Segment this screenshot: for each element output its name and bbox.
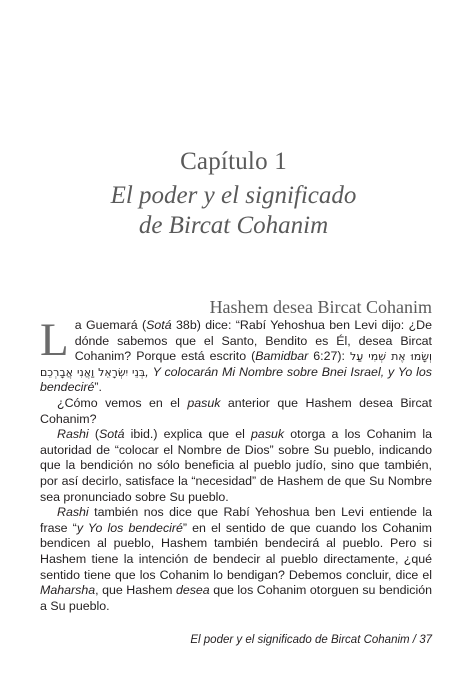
p3-text-e: pasuk xyxy=(251,427,285,442)
p2-text-a: ¿Cómo vemos en el xyxy=(57,395,188,410)
p4-text-h: que los Cohanim otorguen su bendición a Su pueblo. xyxy=(40,583,432,613)
chapter-title-line-2: de Bircat Cohanim xyxy=(138,212,329,239)
chapter-title xyxy=(0,181,467,241)
p4-text-g: desea xyxy=(175,583,210,598)
p4-text-e: Maharsha xyxy=(40,583,96,598)
p3-text-f: otorga a los Cohanim la autoridad de “colocar el Nombre de Dios” sobre Su pueblo, indicando que la bendición no sólo beneficia al pueblo judío, sino que también, por así decirlo, satisface la “necesidad” de Hashem de que Su Nombre sea pronunciado sobre Su pueblo. xyxy=(40,427,432,504)
p1-text-e: 6:27): xyxy=(308,349,350,364)
p1-text-a: a Guemará ( xyxy=(74,318,147,332)
paragraph-3 xyxy=(40,427,432,505)
running-footer: El poder y el significado de Bircat Cohanim / 37 xyxy=(190,634,432,646)
section-heading: Hashem desea Bircat Cohanim xyxy=(209,297,432,317)
p3-text-d: ibid.) explica que el xyxy=(124,427,252,442)
p3-text-b: ( xyxy=(88,427,99,442)
p4-text-b: también nos dice que Rabí Yehoshua ben Levi entiende la frase “ xyxy=(40,505,432,535)
p3-text-a: Rashi xyxy=(57,427,89,442)
body-text xyxy=(40,314,432,614)
p4-text-f: , que Hashem xyxy=(95,583,176,598)
paragraph-1 xyxy=(40,314,432,396)
p3-text-c: Sotá xyxy=(98,427,125,442)
p2-text-b: pasuk xyxy=(187,395,221,410)
drop-cap: L xyxy=(40,314,69,366)
p4-text-c: y Yo los bendeciré xyxy=(76,520,183,535)
paragraph-2 xyxy=(40,396,432,427)
p4-text-d: ” en el sentido de que cuando los Cohanim bendicen al pueblo, Hashem también bendecirá al pueblo. Pero si Hashem tiene la intención de bendecir al pueblo directamente, ¿qué sentido tiene que los Cohanim lo bendigan? Debemos concluir, dice el xyxy=(40,520,432,582)
p1-text-f: , Y colocarán Mi Nombre sobre Bnei Israel, y Yo los bendeciré xyxy=(40,364,432,395)
p1-text-d: Bamidbar xyxy=(255,349,309,364)
chapter-label: Capítulo 1 xyxy=(180,148,287,175)
p1-text-g: ”. xyxy=(94,380,102,395)
hebrew-verse: וְשָׂמוּ אֶת שְׁמִי עַל בְּנֵי יִשְׂרָאֵל וַאֲנִי אֲבָרְכֵם xyxy=(40,350,432,379)
p1-text-c: 38b) dice: “Rabí Yehoshua ben Levi dijo: ¿De dónde sabemos que el Santo, Bendito es Él, desea Bircat Cohanim? Porque está escrito ( xyxy=(74,318,432,364)
paragraph-4 xyxy=(40,505,432,614)
p1-text-b: Sotá xyxy=(146,318,172,332)
p4-text-a: Rashi xyxy=(57,505,89,520)
chapter-title-line-1: El poder y el significado xyxy=(110,182,357,209)
p2-text-c: anterior que Hashem desea Bircat Cohanim? xyxy=(40,395,432,426)
